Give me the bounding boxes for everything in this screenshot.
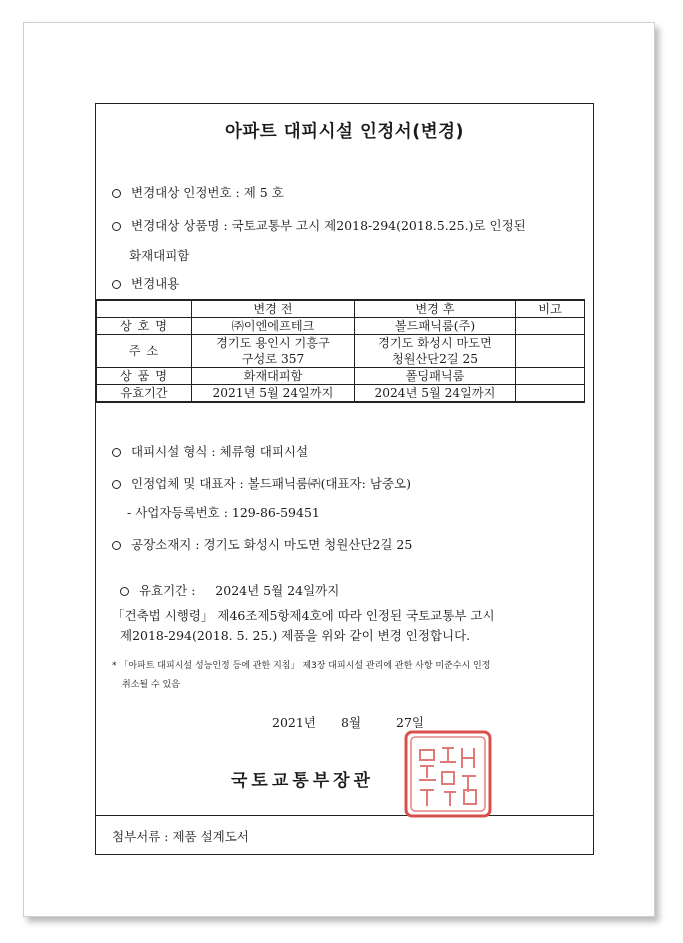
circle-bullet-icon (112, 541, 121, 550)
circle-bullet-icon (112, 222, 121, 231)
after-cell: 경기도 화성시 마도면 청원산단2길 25 (355, 335, 516, 368)
item-business-number: - 사업자등록번호 : 129-86-59451 (127, 505, 320, 520)
row-label: 유효기간 (97, 385, 192, 403)
item-validity: 유효기간 : 2024년 5월 24일까지 (112, 566, 339, 599)
date-year: 2021년 (272, 715, 316, 730)
circle-bullet-icon (112, 280, 121, 289)
row-label: 상 품 명 (97, 368, 192, 385)
before-cell: ㈜이엔에프테크 (192, 318, 355, 335)
item-facility-type: 대피시설 형식 : 체류형 대피시설 (112, 442, 308, 460)
after-cell: 폴딩패닉룸 (355, 368, 516, 385)
before-cell: 2021년 5월 24일까지 (192, 385, 355, 403)
table-header-cell: 비고 (516, 300, 585, 318)
item-cert-number: 변경대상 인정번호 : 제 5 호 (112, 183, 284, 201)
before-cell: 화재대피함 (192, 368, 355, 385)
certification-statement: 「건축법 시행령」 제46조제5항제4호에 따라 인정된 국토교통부 고시 제2018-294(2018. 5. 25.) 제품을 위와 같이 변경 인정합니다. (112, 608, 495, 643)
row-label: 상 호 명 (97, 318, 192, 335)
attachment-divider (95, 815, 594, 816)
note-cell (516, 318, 585, 335)
circle-bullet-icon (112, 480, 121, 489)
date-month: 8월 (341, 715, 362, 730)
table-header-cell: 변경 전 (192, 300, 355, 318)
after-cell: 2024년 5월 24일까지 (355, 385, 516, 403)
circle-bullet-icon (112, 448, 121, 457)
before-cell: 경기도 용인시 기흥구 구성로 357 (192, 335, 355, 368)
row-label: 주 소 (97, 335, 192, 368)
table-header-row (97, 300, 585, 318)
change-table (96, 299, 585, 403)
table-header-cell: 변경 후 (355, 300, 516, 318)
table-row (97, 368, 585, 385)
date-day: 27일 (396, 715, 424, 730)
table-header-cell (97, 300, 192, 318)
item-company: 인정업체 및 대표자 : 볼드패닉룸㈜(대표자: 남중오) (112, 474, 411, 492)
attachment-line: 첨부서류 : 제품 설계도서 (112, 829, 249, 844)
table-row (97, 335, 585, 368)
item-factory-location: 공장소재지 : 경기도 화성시 마도면 청원산단2길 25 (112, 535, 412, 553)
circle-bullet-icon (120, 587, 129, 596)
table-row (97, 385, 585, 403)
footnote: * 「아파트 대피시설 성능인정 등에 관한 지침」 제3장 대피시설 관리에 관한 사항 미준수시 인정 취소될 수 있음 (112, 661, 491, 690)
note-cell (516, 385, 585, 403)
item-product-name-cont: 화재대피함 (129, 248, 190, 263)
after-cell: 볼드패닉룸(주) (355, 318, 516, 335)
item-change-content: 변경내용 (112, 274, 179, 292)
issuer-title: 국토교통부장관 (231, 771, 374, 791)
item-product-name: 변경대상 상품명 : 국토교통부 고시 제2018-294(2018.5.25.)로 인정된 (112, 216, 526, 234)
note-cell (516, 368, 585, 385)
circle-bullet-icon (112, 189, 121, 198)
official-seal-icon (404, 730, 492, 818)
table-row (97, 318, 585, 335)
note-cell (516, 335, 585, 368)
document-title: 아파트 대피시설 인정서(변경) (224, 122, 465, 142)
